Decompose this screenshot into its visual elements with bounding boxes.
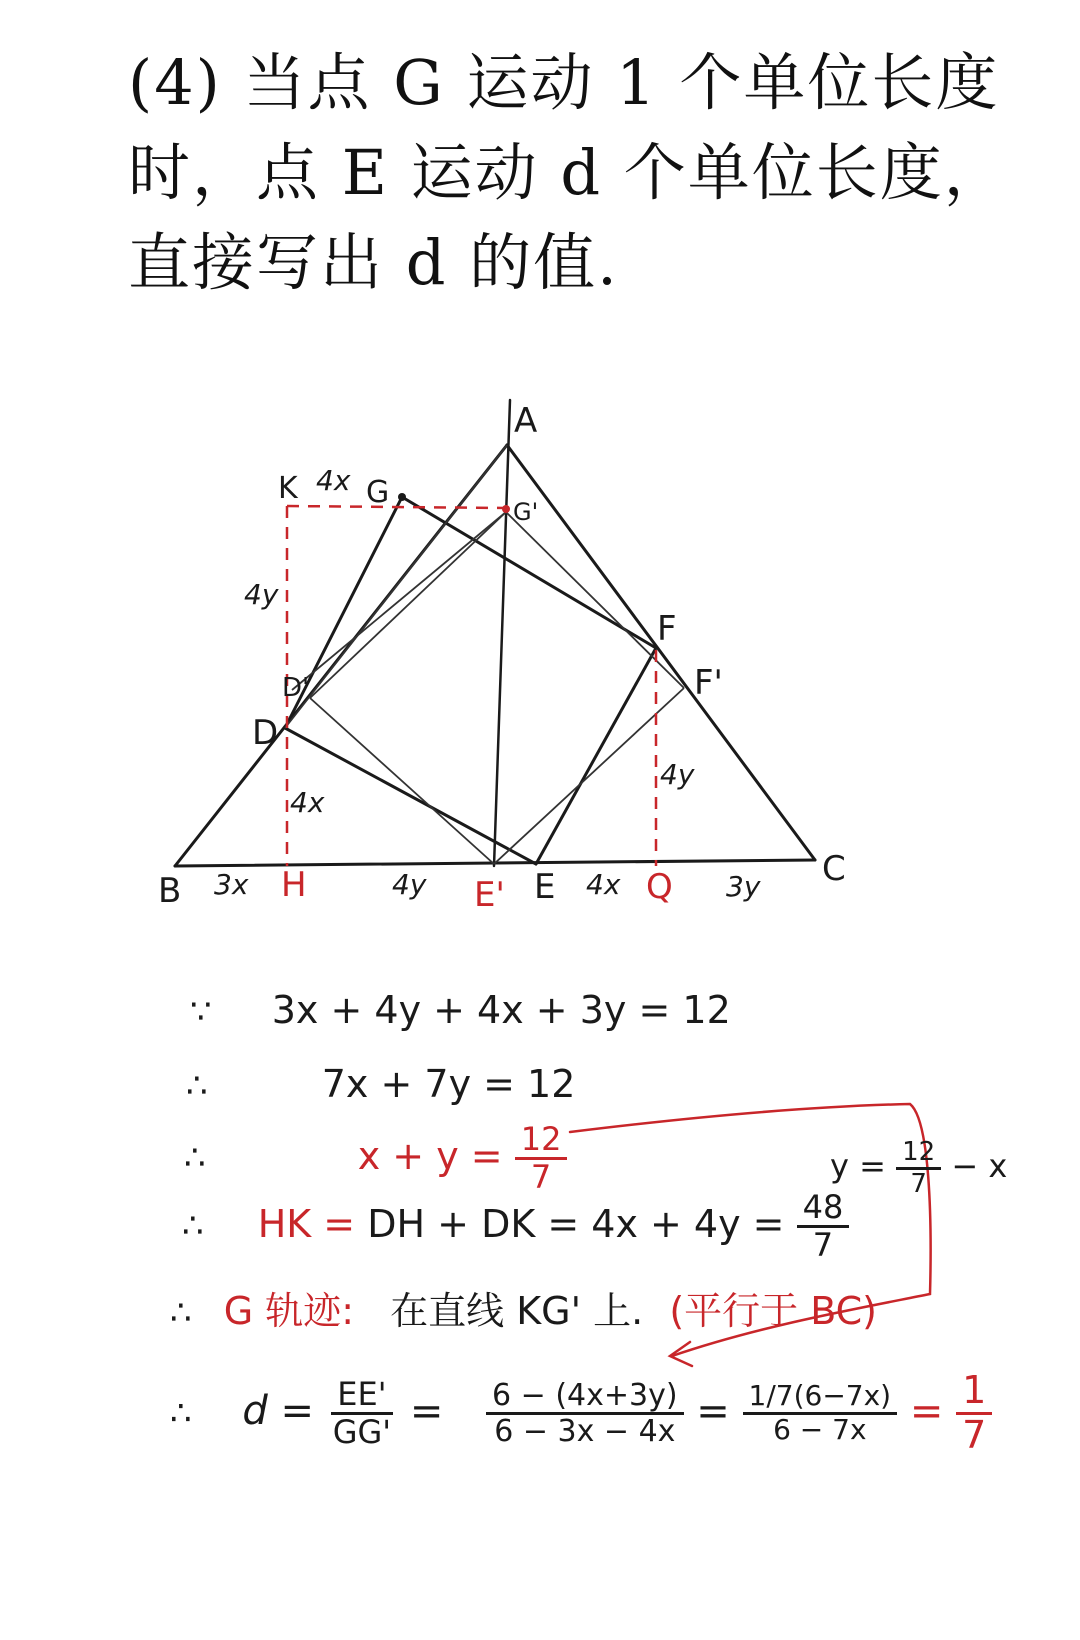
- seg-HE: 4y: [392, 868, 427, 901]
- seg-BH: 3x: [214, 868, 249, 901]
- side-AC: [507, 445, 815, 860]
- label-E: E: [534, 867, 556, 907]
- problem-line-1: (4) 当点 G 运动 1 个单位长度: [128, 46, 1000, 119]
- label-G: G: [366, 475, 390, 510]
- hk-label: HK =: [257, 1202, 356, 1247]
- side-note-right: − x: [951, 1147, 1008, 1186]
- d-label: d =: [242, 1388, 314, 1435]
- fraction-numerator: [743, 1381, 898, 1415]
- equals-sign: =: [696, 1388, 730, 1435]
- fraction-numerator: 6 − (4x+3y): [486, 1379, 684, 1415]
- label-Eprime: E': [474, 875, 505, 915]
- square2-GF: [506, 512, 684, 688]
- square-FE: [536, 648, 656, 864]
- therefore-symbol: ∴: [184, 1138, 206, 1179]
- fraction-denominator: 6 − 3x − 4x: [494, 1413, 676, 1449]
- step-4: [182, 1190, 849, 1263]
- fraction-denominator: 6 − 7x: [773, 1412, 867, 1446]
- seg-EQ: 4x: [586, 868, 621, 901]
- problem-line-3: 直接写出 d 的值.: [128, 226, 619, 299]
- side-note-left: y =: [830, 1147, 886, 1186]
- label-H: H: [281, 865, 307, 905]
- therefore-symbol: ∴: [186, 1066, 208, 1106]
- label-C: C: [822, 849, 846, 889]
- numerator-rest: (6−7x): [793, 1379, 892, 1412]
- step-1: [190, 988, 731, 1032]
- fraction-numerator: 48: [797, 1190, 850, 1228]
- equation-1: 3x + 4y + 4x + 3y = 12: [271, 988, 731, 1032]
- g-locus-text: 在直线 KG' 上.: [390, 1289, 644, 1333]
- fraction-denominator: 7: [962, 1412, 987, 1457]
- label-D: D: [252, 713, 279, 753]
- label-F: F: [657, 609, 677, 649]
- label-K: K: [278, 471, 298, 506]
- fraction-result: [956, 1370, 992, 1457]
- equals-sign: =: [409, 1388, 444, 1435]
- g-locus-label: G 轨迹:: [223, 1289, 355, 1333]
- therefore-symbol: ∴: [170, 1293, 192, 1333]
- label-A: A: [514, 401, 538, 441]
- square2-DG: [310, 512, 506, 698]
- seg-KG: 4x: [316, 464, 351, 497]
- seg-DH: 4x: [290, 786, 325, 819]
- fraction-numerator: 12: [896, 1138, 941, 1170]
- label-Dprime: D': [282, 673, 310, 703]
- one-seventh: 1/7: [748, 1379, 794, 1412]
- fraction-numerator: 1: [956, 1370, 992, 1415]
- fraction-denominator: GG': [332, 1412, 392, 1451]
- g-locus-note: (平行于 BC): [669, 1289, 877, 1333]
- problem-line-2: 时，点 E 运动 d 个单位长度，: [128, 136, 1008, 209]
- fraction-48-7: [797, 1190, 850, 1263]
- label-Q: Q: [646, 867, 673, 907]
- step-3: [184, 1122, 567, 1195]
- fraction-numerator: 12: [515, 1122, 568, 1160]
- fraction-numerator: EE': [331, 1377, 392, 1415]
- fraction-main: [486, 1379, 684, 1448]
- equation-3-left: x + y =: [357, 1134, 503, 1179]
- geometry-figure: [0, 380, 1080, 940]
- label-B: B: [158, 871, 182, 911]
- fraction-12-7: [515, 1122, 568, 1195]
- therefore-symbol: ∴: [170, 1393, 192, 1434]
- dashed-K-Gprime: [287, 506, 506, 508]
- problem-statement: [128, 38, 1008, 308]
- seg-QC: 3y: [726, 870, 761, 903]
- fraction-ee-gg: [327, 1374, 397, 1451]
- line-A-Eprime: [494, 400, 510, 866]
- seg-FQ: 4y: [660, 758, 695, 791]
- fraction-denominator: 7: [812, 1226, 834, 1265]
- equals-sign-red: =: [909, 1388, 944, 1435]
- label-Fprime: F': [694, 663, 723, 703]
- fraction-simplified: [743, 1381, 898, 1446]
- side-note-fraction: [896, 1138, 941, 1198]
- fraction-denominator: 7: [530, 1158, 552, 1197]
- solution: [0, 960, 1080, 1508]
- line-Dprime-Gprime: [292, 512, 506, 690]
- side-note: [830, 1138, 1007, 1198]
- equation-4: DH + DK = 4x + 4y =: [367, 1202, 785, 1247]
- point-G-dot: [398, 493, 406, 501]
- therefore-symbol: ∴: [182, 1206, 204, 1247]
- because-symbol: ∵: [190, 992, 212, 1032]
- fraction-denominator: 7: [910, 1168, 927, 1199]
- label-Gprime: G': [513, 498, 539, 526]
- step-5: [170, 1280, 877, 1335]
- step-2: [186, 1062, 575, 1106]
- equation-2: 7x + 7y = 12: [321, 1062, 576, 1106]
- square2-ED: [310, 698, 494, 864]
- point-Gprime-dot: [502, 505, 510, 513]
- seg-KD: 4y: [244, 578, 279, 611]
- step-6: [170, 1370, 992, 1457]
